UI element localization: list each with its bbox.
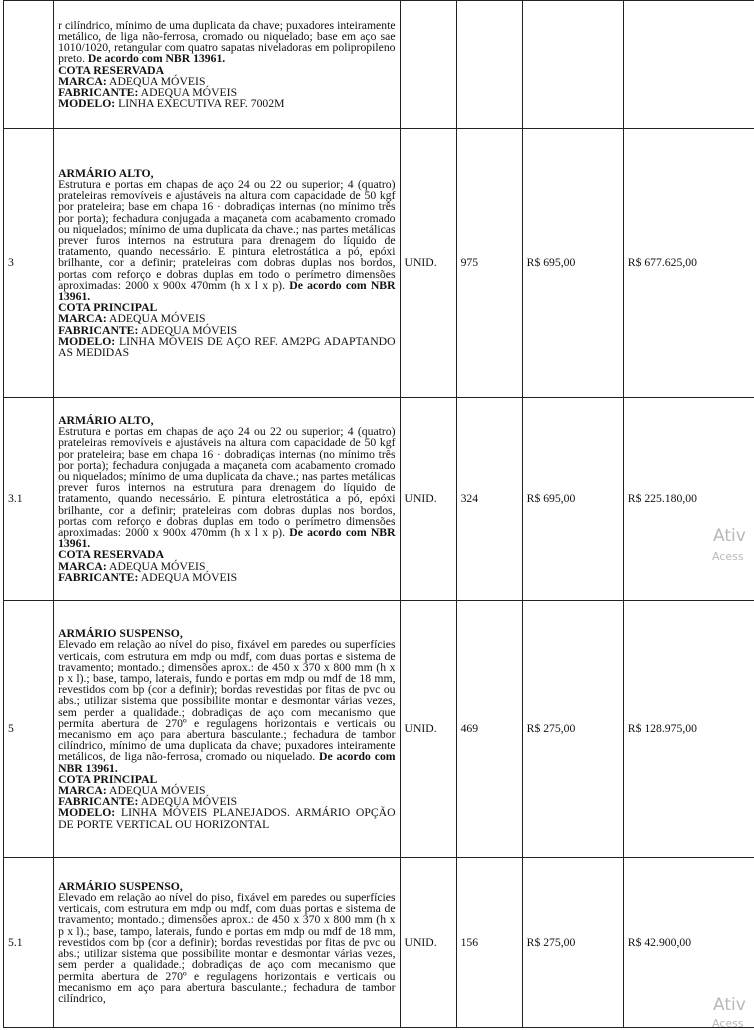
manufacturer-label: FABRICANTE: [58,324,138,337]
norm-reference: De acordo com NBR 13961. [58,526,395,550]
brand-value: ADEQUA MÓVEIS [109,784,205,797]
table-row [4,601,754,858]
brand-value: ADEQUA MÓVEIS [109,560,205,573]
manufacturer-label: FABRICANTE: [58,571,138,584]
watermark-text: Acess [712,1017,744,1030]
document-page [3,0,754,1028]
quota-type: COTA PRINCIPAL [58,774,395,785]
unit-price: R$ 275,00 [522,601,623,858]
model-label: MODELO: [58,97,115,110]
manufacturer-label: FABRICANTE: [58,795,138,808]
manufacturer-value: ADEQUA MÓVEIS [141,571,237,584]
norm-reference: De acordo com NBR 13961. [58,279,395,303]
item-description [54,129,400,398]
table-row [4,858,754,1028]
watermark-text: Ativ [713,995,746,1015]
item-number: 5 [4,601,54,858]
model-label: MODELO: [58,806,115,819]
watermark-text: Ativ [713,526,746,546]
manufacturer-value: ADEQUA MÓVEIS [141,795,237,808]
model-value: LINHA EXECUTIVA REF. 7002M [118,97,284,110]
quota-type: COTA RESERVADA [58,549,395,560]
unit-price: R$ 695,00 [522,398,623,601]
item-title: ARMÁRIO ALTO, [58,168,395,179]
watermark-text: Acess [712,550,744,563]
brand-label: MARCA: [58,784,107,797]
item-number [4,1,54,129]
total-price: R$ 42.900,00 [623,858,754,1028]
item-description [54,601,400,858]
brand-label: MARCA: [58,75,107,88]
model-value: LINHA MÓVEIS DE AÇO REF. AM2PG ADAPTANDO AS MEDIDAS [58,335,395,359]
norm-reference: De acordo com NBR 13961. [58,750,395,774]
unit-of-measure: UNID. [400,601,456,858]
item-specification: Estrutura e portas em chapas de aço 24 ou 22 ou superior; 4 (quatro) prateleiras removíveis e ajustáveis na altura com capacidade de 50 kgf por prateleira; base em chapa 16 · dobradiças internas (no mínimo três por porta); fechadura conjugada a maçaneta com acabamento cromado ou niquelados; mínimo de uma duplicata da chave.; nas partes metálicas prever furos internos na estrutura para drenagem do líquido de tratamento, quando necessário. E pintura eletrostática a pó, epóxi brilhante, cor a definir; prateleiras com dobras duplas nos bordos, portas com reforço e dobras duplas em todo o perímetro dimensões aproximadas: 2000 x 900x 470mm (h x l x p). [58,425,395,539]
norm-reference: De acordo com NBR 13961. [88,52,225,65]
model [58,807,395,829]
unit-of-measure: UNID. [400,129,456,398]
model-value: LINHA MÓVEIS PLANEJADOS. ARMÁRIO OPÇÃO DE PORTE VERTICAL OU HORIZONTAL [58,806,395,830]
price-table-body [4,1,754,1028]
table-row [4,1,754,129]
model [58,336,395,358]
item-specification: Elevado em relação ao nível do piso, fixável em paredes ou superfícies verticais, com estrutura em mdp ou mdf, com duas portas e sistema de travamento; montado.; dimensões aprox.: de 450 x 370 x 800 mm (h x p x l).; base, tampo, laterais, fundo e portas em mdp ou mdf de 18 mm, revestidos com bp (cor a definir); bordas revestidas por fitas de pvc ou abs.; utilizar sistema que possibilite montar e desmontar várias vezes, sem perder a qualidade.; dobradiças de aço com mecanismo que permita abertura de 270º e regulagens horizontais e verticais ou mecanismo em aço para abertura basculante.; fechadura de tambor cilíndrico, [58,891,395,1005]
unit-of-measure: UNID. [400,398,456,601]
quantity [456,1,522,129]
quantity: 469 [456,601,522,858]
unit-price [522,1,623,129]
table-row [4,129,754,398]
total-price: R$ 225.180,00 [623,398,754,601]
quantity: 156 [456,858,522,1028]
manufacturer-value: ADEQUA MÓVEIS [141,86,237,99]
quota-type: COTA RESERVADA [58,65,395,76]
unit-price: R$ 695,00 [522,129,623,398]
total-price: R$ 677.625,00 [623,129,754,398]
item-description [54,1,400,129]
item-title: ARMÁRIO ALTO, [58,415,395,426]
item-description [54,398,400,601]
item-specification: r cilíndrico, mínimo de uma duplicata da chave; puxadores inteiramente metálico, de liga não-ferrosa, cromado ou niquelado; base em aço sae 1010/1020, retangular com quatro sapatas niveladoras em polipropileno preto. [58,19,395,66]
model [58,98,395,109]
table-row [4,398,754,601]
unit-price: R$ 275,00 [522,858,623,1028]
brand-label: MARCA: [58,560,107,573]
unit-of-measure [400,1,456,129]
total-price: R$ 128.975,00 [623,601,754,858]
item-number: 5.1 [4,858,54,1028]
total-price [623,1,754,129]
item-title: ARMÁRIO SUSPENSO, [58,881,395,892]
manufacturer-label: FABRICANTE: [58,86,138,99]
brand-value: ADEQUA MÓVEIS [109,75,205,88]
item-number: 3 [4,129,54,398]
model-label: MODELO: [58,335,115,348]
item-title: ARMÁRIO SUSPENSO, [58,628,395,639]
quantity: 975 [456,129,522,398]
brand-label: MARCA: [58,312,107,325]
manufacturer-value: ADEQUA MÓVEIS [141,324,237,337]
unit-of-measure: UNID. [400,858,456,1028]
manufacturer [58,572,395,583]
item-specification: Elevado em relação ao nível do piso, fixável em paredes ou superfícies verticais, com estrutura em mdp ou mdf, com duas portas e sistema de travamento; montado.; dimensões aprox.: de 450 x 370 x 800 mm (h x p x l).; base, tampo, laterais, fundo e portas em mdp ou mdf de 18 mm, revestidos com bp (cor a definir); bordas revestidas por fitas de pvc ou abs.; utilizar sistema que possibilite montar e desmontar várias vezes, sem perder a qualidade.; dobradiças de aço com mecanismo que permita abertura de 270º e regulagens horizontais e verticais ou mecanismo em aço para abertura basculante.; fechadura de tambor cilíndrico, mínimo de uma duplicata da chave; puxadores inteiramente metálicos, de liga não-ferrosa, cromado ou niquelado. [58,638,395,763]
item-specification: Estrutura e portas em chapas de aço 24 ou 22 ou superior; 4 (quatro) prateleiras removíveis e ajustáveis na altura com capacidade de 50 kgf por prateleira; base em chapa 16 · dobradiças internas (no mínimo três por porta); fechadura conjugada a maçaneta com acabamento cromado ou niquelados; mínimo de uma duplicata da chave.; nas partes metálicas prever furos internos na estrutura para drenagem do líquido de tratamento, quando necessário. E pintura eletrostática a pó, epóxi brilhante, cor a definir; prateleiras com dobras duplas nos bordos, portas com reforço e dobras duplas em todo o perímetro dimensões aproximadas: 2000 x 900x 470mm (h x l x p). [58,178,395,292]
price-table [3,0,754,1028]
item-description [54,858,400,1028]
brand-value: ADEQUA MÓVEIS [109,312,205,325]
quota-type: COTA PRINCIPAL [58,302,395,313]
item-number: 3.1 [4,398,54,601]
quantity: 324 [456,398,522,601]
